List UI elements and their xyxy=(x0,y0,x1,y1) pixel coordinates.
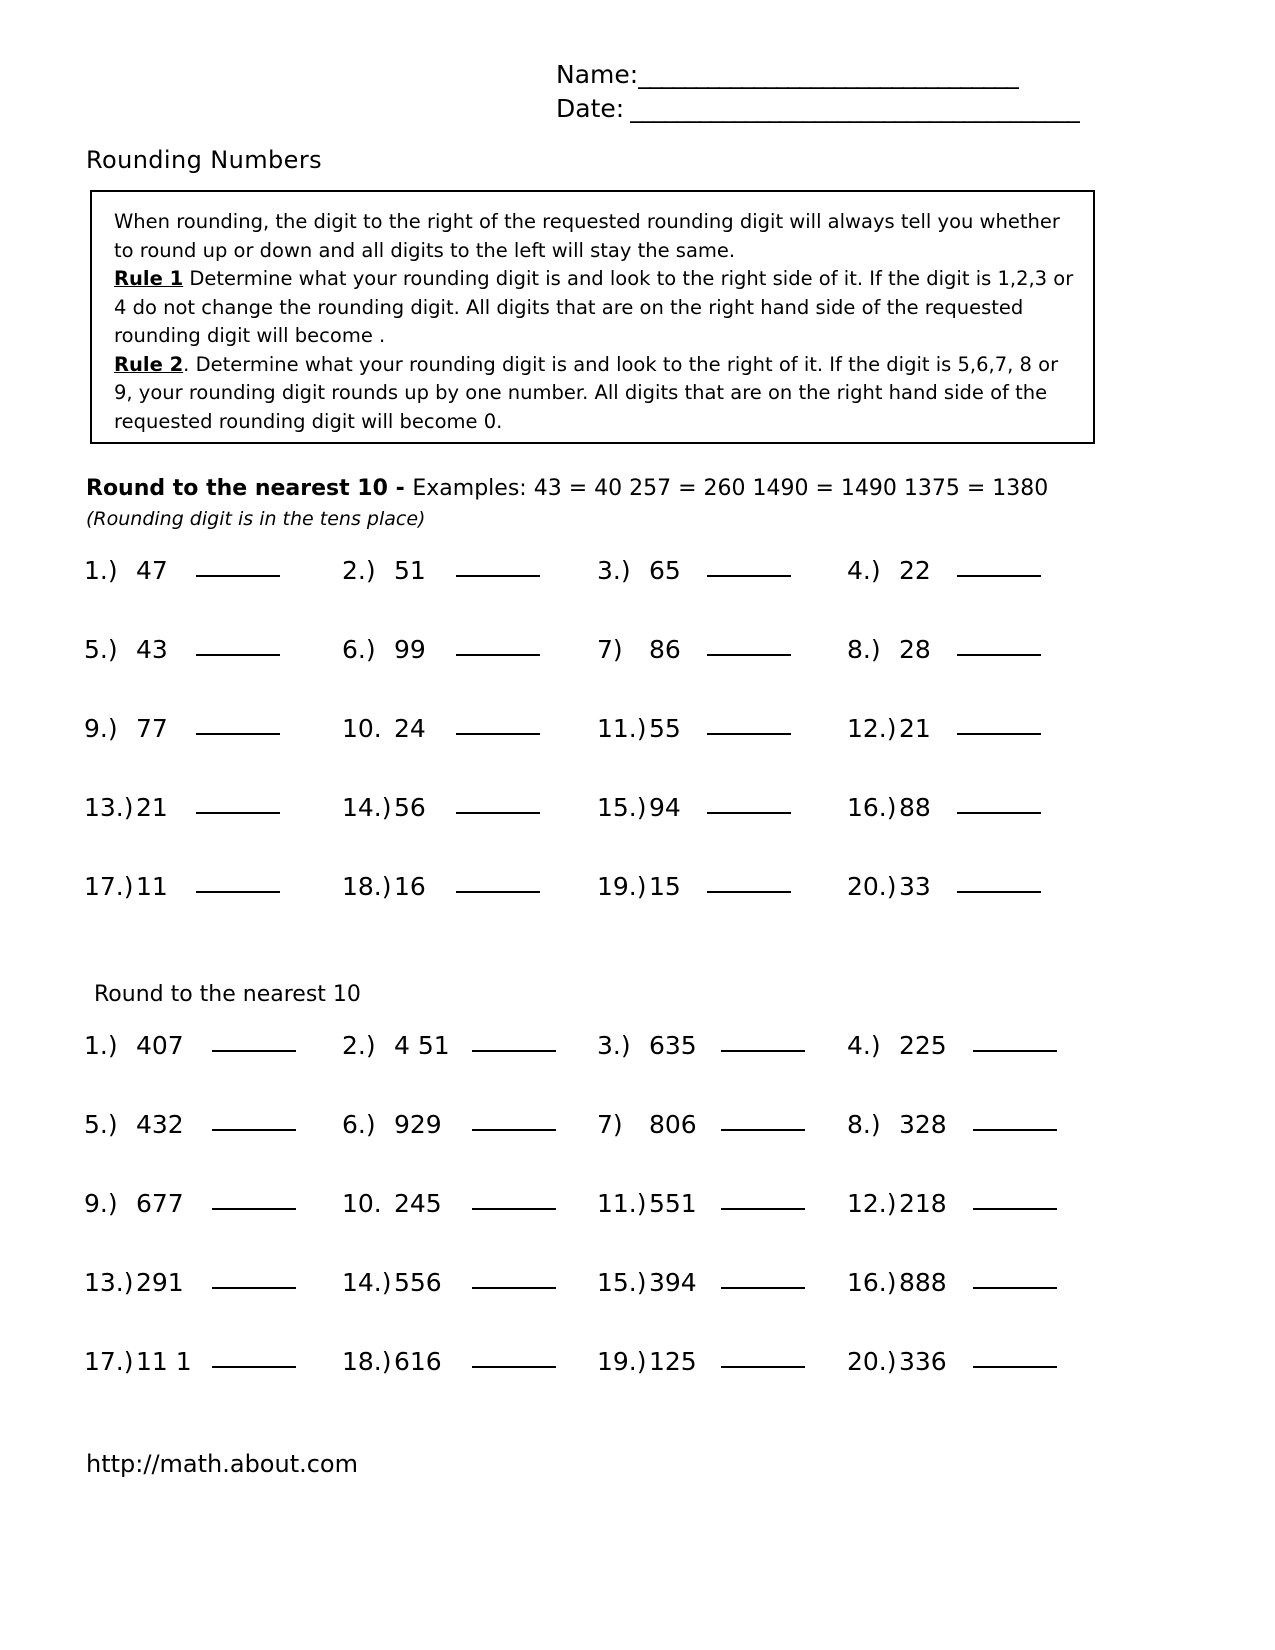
section-1-heading xyxy=(86,476,1048,501)
problem-item xyxy=(342,1268,597,1297)
problem-item xyxy=(84,556,342,585)
answer-blank[interactable] xyxy=(707,871,791,893)
problem-row xyxy=(84,556,1094,635)
problem-item xyxy=(847,1347,1094,1376)
problem-number: 3.) xyxy=(597,556,631,585)
problem-value: 47 xyxy=(136,556,168,585)
problem-number: 19.) xyxy=(597,872,647,901)
problem-item xyxy=(84,793,342,822)
answer-blank[interactable] xyxy=(212,1109,296,1131)
date-write-line[interactable]: _______________________________________ xyxy=(630,94,1079,123)
date-row xyxy=(556,92,1156,126)
problem-number: 17.) xyxy=(84,872,134,901)
problem-number: 6.) xyxy=(342,1110,376,1139)
problem-item xyxy=(342,556,597,585)
problem-item xyxy=(597,1347,847,1376)
problem-number: 11.) xyxy=(597,1189,647,1218)
problem-row xyxy=(84,793,1094,872)
answer-blank[interactable] xyxy=(721,1267,805,1289)
answer-blank[interactable] xyxy=(721,1030,805,1052)
problem-row xyxy=(84,1110,1094,1189)
answer-blank[interactable] xyxy=(196,871,280,893)
problem-number: 8.) xyxy=(847,635,881,664)
problem-value: 15 xyxy=(649,872,681,901)
problem-row xyxy=(84,1031,1094,1110)
problem-value: 55 xyxy=(649,714,681,743)
rule-1-paragraph xyxy=(114,265,1075,351)
problem-number: 7) xyxy=(597,1110,623,1139)
problem-number: 14.) xyxy=(342,1268,392,1297)
rules-box xyxy=(90,190,1095,444)
problem-item xyxy=(597,1031,847,1060)
problem-item xyxy=(342,635,597,664)
section-1-heading-text: Round to the nearest 10 - xyxy=(86,476,413,501)
problem-value: 225 xyxy=(899,1031,947,1060)
answer-blank[interactable] xyxy=(196,555,280,577)
answer-blank[interactable] xyxy=(721,1346,805,1368)
problem-row xyxy=(84,1347,1094,1426)
problem-number: 1.) xyxy=(84,1031,118,1060)
answer-blank[interactable] xyxy=(973,1109,1057,1131)
problem-value: 551 xyxy=(649,1189,697,1218)
problem-value: 4 51 xyxy=(394,1031,450,1060)
problem-item xyxy=(342,1189,597,1218)
problem-number: 12.) xyxy=(847,1189,897,1218)
problem-number: 17.) xyxy=(84,1347,134,1376)
section-2-problem-grid xyxy=(84,1031,1094,1426)
problem-value: 929 xyxy=(394,1110,442,1139)
problem-value: 28 xyxy=(899,635,931,664)
problem-number: 20.) xyxy=(847,1347,897,1376)
answer-blank[interactable] xyxy=(721,1109,805,1131)
problem-item xyxy=(847,1031,1094,1060)
problem-value: 635 xyxy=(649,1031,697,1060)
problem-number: 12.) xyxy=(847,714,897,743)
problem-number: 16.) xyxy=(847,793,897,822)
answer-blank[interactable] xyxy=(196,792,280,814)
problem-value: 56 xyxy=(394,793,426,822)
problem-value: 432 xyxy=(136,1110,184,1139)
answer-blank[interactable] xyxy=(957,634,1041,656)
name-date-block xyxy=(556,58,1156,126)
problem-number: 18.) xyxy=(342,1347,392,1376)
problem-number: 15.) xyxy=(597,793,647,822)
problem-item xyxy=(84,1189,342,1218)
problem-number: 18.) xyxy=(342,872,392,901)
rule-2-label: Rule 2 xyxy=(114,352,184,376)
problem-value: 65 xyxy=(649,556,681,585)
answer-blank[interactable] xyxy=(472,1109,556,1131)
problem-number: 20.) xyxy=(847,872,897,901)
problem-number: 9.) xyxy=(84,1189,118,1218)
problem-value: 86 xyxy=(649,635,681,664)
problem-value: 11 xyxy=(136,872,168,901)
answer-blank[interactable] xyxy=(212,1030,296,1052)
name-write-line[interactable]: _________________________________ xyxy=(638,60,1018,89)
problem-item xyxy=(597,1268,847,1297)
problem-number: 11.) xyxy=(597,714,647,743)
section-2-heading: Round to the nearest 10 xyxy=(94,982,361,1007)
problem-item xyxy=(847,1110,1094,1139)
problem-item xyxy=(84,714,342,743)
problem-value: 806 xyxy=(649,1110,697,1139)
problem-value: 21 xyxy=(899,714,931,743)
problem-value: 22 xyxy=(899,556,931,585)
problem-value: 88 xyxy=(899,793,931,822)
problem-number: 5.) xyxy=(84,635,118,664)
problem-number: 8.) xyxy=(847,1110,881,1139)
problem-item xyxy=(597,793,847,822)
answer-blank[interactable] xyxy=(721,1188,805,1210)
problem-number: 10. xyxy=(342,714,382,743)
answer-blank[interactable] xyxy=(957,792,1041,814)
problem-value: 394 xyxy=(649,1268,697,1297)
section-1-examples: 43 = 40 257 = 260 1490 = 1490 1375 = 1380 xyxy=(533,476,1049,501)
answer-blank[interactable] xyxy=(472,1267,556,1289)
problem-item xyxy=(597,1110,847,1139)
answer-blank[interactable] xyxy=(957,871,1041,893)
problem-number: 15.) xyxy=(597,1268,647,1297)
rule-2-text: . Determine what your rounding digit is and look to the right of it. If the digit is 5,6,7, 8 or 9, your rounding digit rounds up by one number. All digits that are on the right hand side of the requested rounding digit will become 0. xyxy=(114,352,1059,433)
problem-value: 616 xyxy=(394,1347,442,1376)
problem-value: 33 xyxy=(899,872,931,901)
answer-blank[interactable] xyxy=(196,634,280,656)
problem-number: 6.) xyxy=(342,635,376,664)
problem-row xyxy=(84,1268,1094,1347)
problem-number: 4.) xyxy=(847,1031,881,1060)
problem-item xyxy=(84,1347,342,1376)
problem-number: 1.) xyxy=(84,556,118,585)
answer-blank[interactable] xyxy=(456,792,540,814)
answer-blank[interactable] xyxy=(472,1346,556,1368)
problem-item xyxy=(597,635,847,664)
problem-value: 336 xyxy=(899,1347,947,1376)
answer-blank[interactable] xyxy=(456,555,540,577)
problem-item xyxy=(84,1268,342,1297)
problem-value: 11 1 xyxy=(136,1347,192,1376)
problem-value: 556 xyxy=(394,1268,442,1297)
problem-row xyxy=(84,714,1094,793)
problem-item xyxy=(342,714,597,743)
problem-item xyxy=(597,556,847,585)
problem-number: 16.) xyxy=(847,1268,897,1297)
problem-row xyxy=(84,872,1094,951)
problem-item xyxy=(847,714,1094,743)
problem-value: 245 xyxy=(394,1189,442,1218)
source-url[interactable]: http://math.about.com xyxy=(86,1450,358,1478)
problem-item xyxy=(847,1268,1094,1297)
section-1-problem-grid xyxy=(84,556,1094,951)
problem-number: 9.) xyxy=(84,714,118,743)
problem-value: 218 xyxy=(899,1189,947,1218)
problem-value: 407 xyxy=(136,1031,184,1060)
answer-blank[interactable] xyxy=(707,555,791,577)
problem-number: 4.) xyxy=(847,556,881,585)
problem-item xyxy=(847,556,1094,585)
problem-number: 2.) xyxy=(342,1031,376,1060)
problem-item xyxy=(342,872,597,901)
answer-blank[interactable] xyxy=(973,1030,1057,1052)
problem-number: 10. xyxy=(342,1189,382,1218)
section-1-subnote: (Rounding digit is in the tens place) xyxy=(86,508,426,530)
section-1-examples-label: Examples: xyxy=(412,476,527,501)
problem-number: 19.) xyxy=(597,1347,647,1376)
answer-blank[interactable] xyxy=(212,1346,296,1368)
answer-blank[interactable] xyxy=(196,713,280,735)
problem-value: 77 xyxy=(136,714,168,743)
problem-item xyxy=(342,1031,597,1060)
problem-value: 888 xyxy=(899,1268,947,1297)
problem-number: 13.) xyxy=(84,793,134,822)
answer-blank[interactable] xyxy=(456,871,540,893)
rule-1-label: Rule 1 xyxy=(114,267,184,290)
problem-value: 328 xyxy=(899,1110,947,1139)
problem-number: 14.) xyxy=(342,793,392,822)
problem-item xyxy=(342,1110,597,1139)
answer-blank[interactable] xyxy=(472,1030,556,1052)
problem-item xyxy=(84,1031,342,1060)
problem-number: 2.) xyxy=(342,556,376,585)
page-title: Rounding Numbers xyxy=(86,146,322,174)
answer-blank[interactable] xyxy=(973,1188,1057,1210)
problem-number: 3.) xyxy=(597,1031,631,1060)
rule-1-text: Determine what your rounding digit is and look to the right side of it. If the digit is 1,2,3 or 4 do not change the rounding digit. All digits that are on the right hand side of the requested rounding digit will become . xyxy=(114,267,1074,347)
problem-value: 16 xyxy=(394,872,426,901)
answer-blank[interactable] xyxy=(973,1346,1057,1368)
problem-item xyxy=(597,872,847,901)
problem-item xyxy=(84,635,342,664)
problem-value: 21 xyxy=(136,793,168,822)
problem-item xyxy=(847,635,1094,664)
answer-blank[interactable] xyxy=(212,1188,296,1210)
answer-blank[interactable] xyxy=(957,713,1041,735)
problem-item xyxy=(847,872,1094,901)
answer-blank[interactable] xyxy=(212,1267,296,1289)
problem-number: 7) xyxy=(597,635,623,664)
answer-blank[interactable] xyxy=(707,792,791,814)
problem-value: 51 xyxy=(394,556,426,585)
problem-row xyxy=(84,1189,1094,1268)
problem-value: 99 xyxy=(394,635,426,664)
problem-number: 13.) xyxy=(84,1268,134,1297)
problem-value: 43 xyxy=(136,635,168,664)
problem-item xyxy=(847,1189,1094,1218)
problem-item xyxy=(342,1347,597,1376)
problem-value: 94 xyxy=(649,793,681,822)
problem-item xyxy=(597,1189,847,1218)
problem-value: 125 xyxy=(649,1347,697,1376)
name-label: Name: xyxy=(556,60,639,89)
answer-blank[interactable] xyxy=(472,1188,556,1210)
answer-blank[interactable] xyxy=(973,1267,1057,1289)
rules-intro: When rounding, the digit to the right of the requested rounding digit will always tell you whether to round up or down and all digits to the left will stay the same. xyxy=(114,210,1060,262)
answer-blank[interactable] xyxy=(957,555,1041,577)
answer-blank[interactable] xyxy=(707,634,791,656)
answer-blank[interactable] xyxy=(707,713,791,735)
rule-2-paragraph xyxy=(114,351,1075,437)
problem-value: 677 xyxy=(136,1189,184,1218)
problem-item xyxy=(342,793,597,822)
answer-blank[interactable] xyxy=(456,713,540,735)
problem-value: 24 xyxy=(394,714,426,743)
answer-blank[interactable] xyxy=(456,634,540,656)
date-label: Date: xyxy=(556,94,625,123)
name-row xyxy=(556,58,1156,92)
problem-item xyxy=(597,714,847,743)
problem-item xyxy=(84,1110,342,1139)
problem-number: 5.) xyxy=(84,1110,118,1139)
problem-value: 291 xyxy=(136,1268,184,1297)
problem-row xyxy=(84,635,1094,714)
problem-item xyxy=(84,872,342,901)
problem-item xyxy=(847,793,1094,822)
